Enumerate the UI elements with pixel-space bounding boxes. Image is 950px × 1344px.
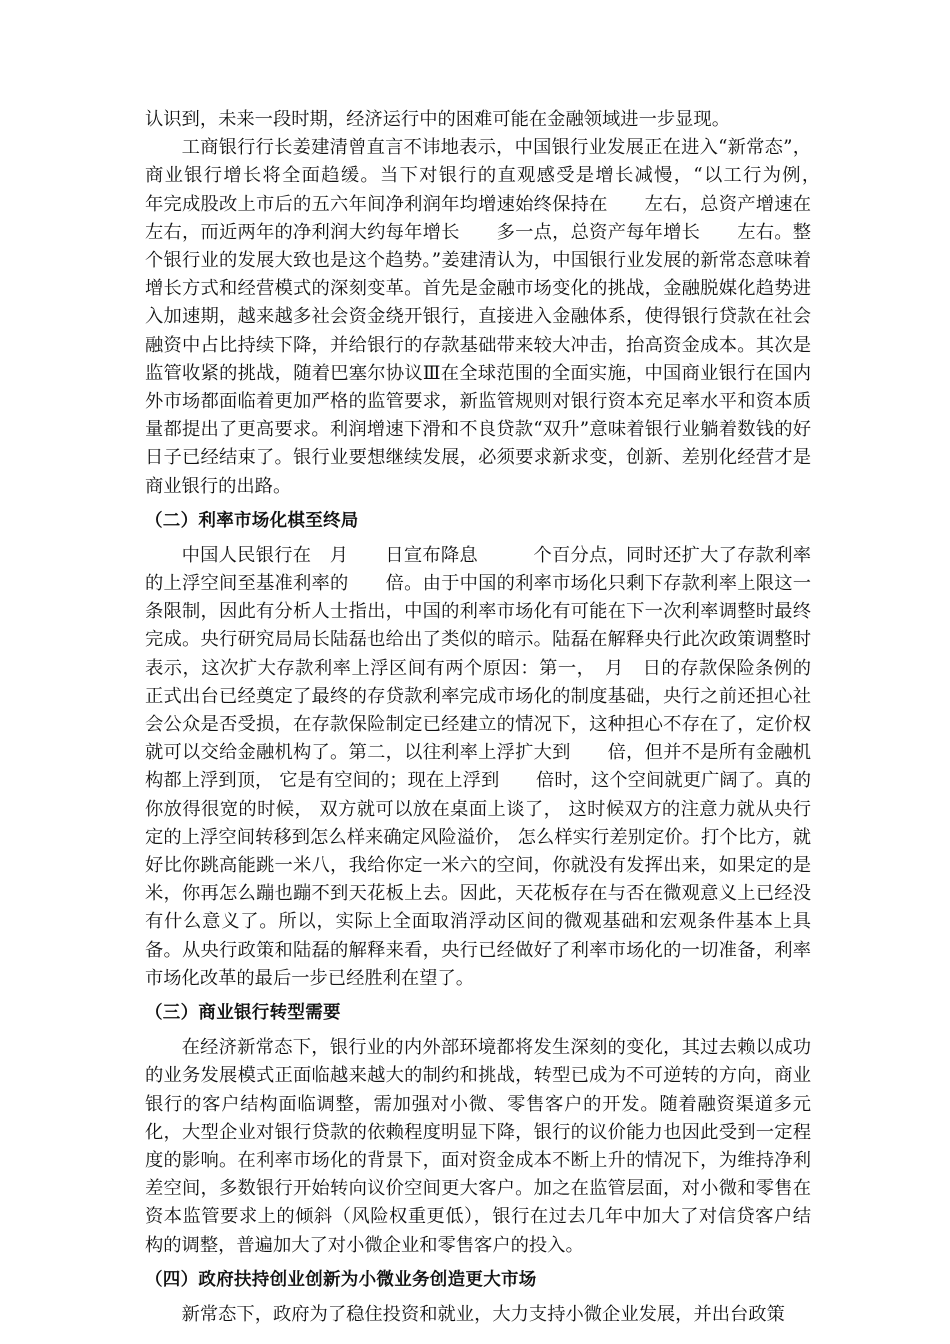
section-heading-interest-rate: （二）利率市场化棋至终局 xyxy=(145,510,359,531)
paragraph-continuation: 认识到，未来一段时期，经济运行中的困难可能在金融领域进一步显现。 xyxy=(145,109,730,130)
paragraph-icbc-new-normal: 工商银行行长姜建清曾直言不讳地表示，中国银行业发展正在进入“新常态”，商业银行增长将全面趋缓。当下对银行的直观感受是增长减慢，“以工行为例， 年完成股改上市后的五六年间净利润年均增速始终保持在 左右，总资产增速在 左右，而近两年的净利润大约每年增长 多一点，总资产每年增长 左右。整个银行业的发展大致也是这个趋势。”姜建清认为，中国银行业发展的新常态意味着增长方式和经营模式的深刻变革。首先是金融市场变化的挑战，金融脱媒化趋势进入加速期，越来越多社会资金绕开银行，直接进入金融体系，使得银行贷款在社会融资中占比持续下降，并给银行的存款基础带来较大冲击，抬高资金成本。其次是监管收紧的挑战，随着巴塞尔协议Ⅲ在全球范围的全面实施，中国商业银行在国内外市场都面临着更加严格的监管要求，新监管规则对银行资本充足率水平和资本质量都提出了更高要求。利润增速下滑和不良贷款“双升”意味着银行业躺着数钱的好日子已经结束了。银行业要想继续发展，必须要求新求变，创新、差别化经营才是商业银行的出路。 xyxy=(145,137,848,497)
paragraph-bank-transformation: 在经济新常态下，银行业的内外部环境都将发生深刻的变化，其过去赖以成功的业务发展模式正面临越来越大的制约和挑战，转型已成为不可逆转的方向，商业银行的客户结构面临调整，需加强对小微、零售客户的开发。随着融资渠道多元化，大型企业对银行贷款的依赖程度明显下降，银行的议价能力也因此受到一定程度的影响。在利率市场化的背景下，面对资金成本不断上升的情况下，为维持净利差空间，多数银行开始转向议价空间更大客户。加之在监管层面，对小微和零售在资本监管要求上的倾斜（风险权重更低），银行在过去几年中加大了对信贷客户结构的调整，普遍加大了对小微企业和零售客户的投入。 xyxy=(145,1037,811,1256)
section-heading-bank-transformation: （三）商业银行转型需要 xyxy=(145,1003,341,1024)
paragraph-interest-rate: 中国人民银行在 月 日宣布降息 个百分点，同时还扩大了存款利率的上浮空间至基准利率的 倍。由于中国的利率市场化只剩下存款利率上限这一条限制，因此有分析人士指出，中国的利率市场化有可能在下一次利率调整时最终完成。央行研究局局长陆磊也给出了类似的暗示。陆磊在解释央行此次政策调整时表示，这次扩大存款利率上浮区间有两个原因：第一， 月 日的存款保险条例的正式出台已经奠定了最终的存贷款利率完成市场化的制度基础，央行之前还担心社会公众是否受损，在存款保险制定已经建立的情况下，这种担心不存在了，定价权就可以交给金融机构了。第二，以往利率上浮扩大到 倍，但并不是所有金融机构都上浮到顶， 它是有空间的；现在上浮到 倍时，这个空间就更广阔了。真的你放得很宽的时候， 双方就可以放在桌面上谈了， 这时候双方的注意力就从央行定的上浮空间转移到怎么样来确定风险溢价， 怎么样实行差别定价。打个比方，就好比你跳高能跳一米八，我给你定一米六的空间，你就没有发挥出来，如果定的是 米，你再怎么蹦也蹦不到天花板上去。因此，天花板存在与否在微观意义上已经没有什么意义了。所以，实际上全面取消浮动区间的微观基础和宏观条件基本上具备。从央行政策和陆磊的解释来看，央行已经做好了利率市场化的一切准备，利率市场化改革的最后一步已经胜利在望了。 xyxy=(145,544,830,989)
document-page xyxy=(145,106,848,1329)
paragraph-government-support: 新常态下，政府为了稳住投资和就业，大力支持小微企业发展，并出台政策 xyxy=(181,1303,785,1325)
section-heading-government-support: （四）政府扶持创业创新为小微业务创造更大市场 xyxy=(145,1269,537,1290)
